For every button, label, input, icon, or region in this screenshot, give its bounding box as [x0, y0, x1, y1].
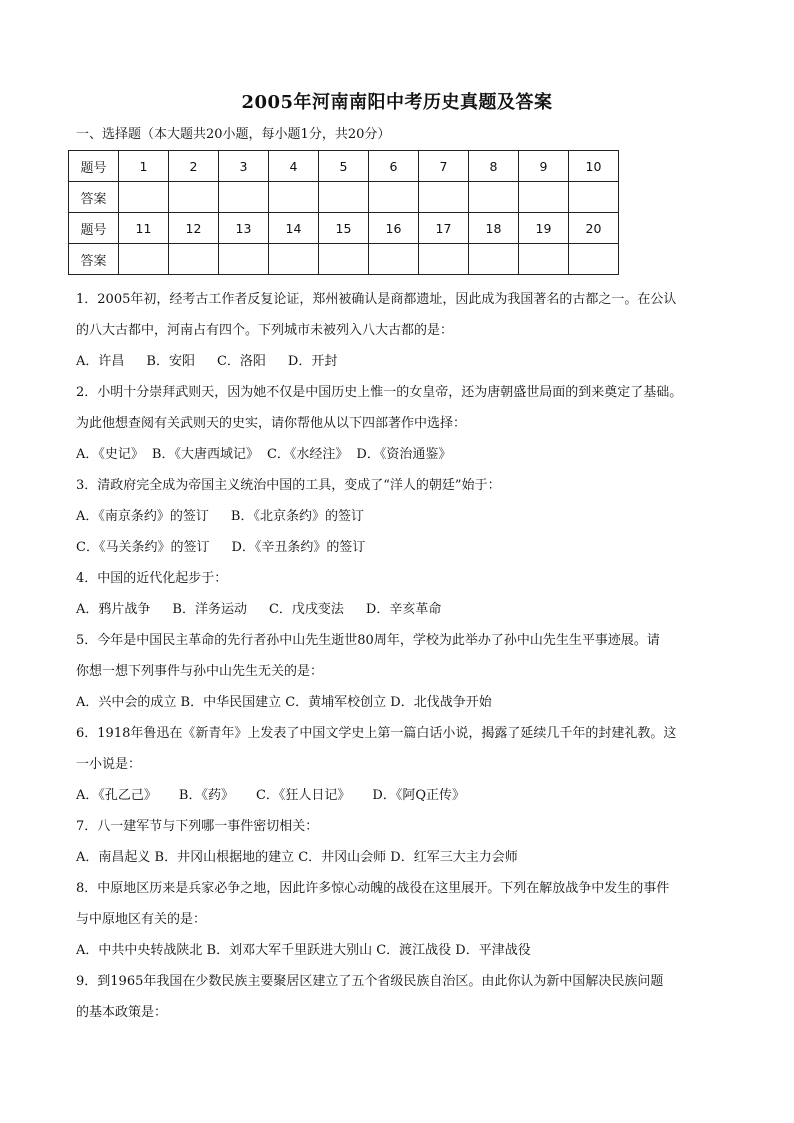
answer-table-cell: 14 [269, 213, 319, 244]
answer-table-row [69, 244, 619, 275]
question-1-options [76, 346, 726, 377]
option-c: C．《水经注》 [266, 447, 349, 462]
answer-table-cell [469, 182, 519, 213]
question-9-line-2: 的基本政策是： [76, 1005, 168, 1020]
option-a: A．许昌 [76, 354, 125, 369]
answer-table-cell [519, 182, 569, 213]
answer-table-cell: 19 [519, 213, 569, 244]
question-2-options [76, 439, 726, 470]
option-d: D．《资治通鉴》 [356, 447, 452, 462]
answer-table-row [69, 213, 619, 244]
section-heading: 一、选择题（本大题共20小题，每小题1分，共20分） [76, 127, 391, 142]
answer-table-cell: 5 [319, 151, 369, 182]
question-1-line-1: 1．2005年初，经考古工作者反复论证，郑州被确认是商都遗址，因此成为我国著名的古都之一。在公认 [76, 292, 677, 307]
answer-table-cell: 11 [119, 213, 169, 244]
question-4-options [76, 594, 726, 625]
option-b: B．《北京条约》的签订 [230, 509, 364, 524]
answer-table-cell [369, 244, 419, 275]
answer-table-cell: 8 [469, 151, 519, 182]
answer-table-cell [469, 244, 519, 275]
question-3-options-row-1 [76, 501, 726, 532]
question-6-line-1: 6．1918年鲁迅在《新青年》上发表了中国文学史上第一篇白话小说，揭露了延续几千年的封建礼教。这 [76, 726, 677, 741]
answer-table-cell [219, 244, 269, 275]
option-b: B．洋务运动 [172, 602, 247, 617]
question-3-line-1: 3．清政府完全成为帝国主义统治中国的工具，变成了“洋人的朝廷”始于： [76, 478, 501, 493]
question-2-line-1: 2．小明十分崇拜武则天，因为她不仅是中国历史上惟一的女皇帝，还为唐朝盛世局面的到来奠定了基础。 [76, 385, 683, 400]
answer-table [68, 150, 619, 275]
answer-table-cell: 15 [319, 213, 369, 244]
option-d: D．辛亥革命 [365, 602, 442, 617]
answer-table-cell: 2 [169, 151, 219, 182]
answer-table-cell: 3 [219, 151, 269, 182]
option-c: C．《狂人日记》 [255, 788, 351, 803]
question-5-line-2: 你想一想下列事件与孙中山先生无关的是： [76, 664, 324, 679]
answer-table-row-label: 答案 [69, 182, 119, 213]
answer-table-row [69, 182, 619, 213]
page-title: 2005年河南南阳中考历史真题及答案 [241, 92, 553, 113]
question-list [76, 284, 726, 1028]
option-a: A．《南京条约》的签订 [76, 509, 209, 524]
question-8-line-1: 8．中原地区历来是兵家必争之地，因此许多惊心动魄的战役在这里展开。下列在解放战争中发生的事件 [76, 881, 670, 896]
question-1-line-2: 的八大古都中，河南占有四个。下列城市未被列入八大古都的是： [76, 323, 454, 338]
answer-table-cell: 4 [269, 151, 319, 182]
answer-table-cell: 16 [369, 213, 419, 244]
answer-table-cell [269, 182, 319, 213]
answer-table-cell [519, 244, 569, 275]
question-9-line-1: 9．到1965年我国在少数民族主要聚居区建立了五个省级民族自治区。由此你认为新中国解决民族问题 [76, 974, 664, 989]
question-3-options-row-2 [76, 532, 726, 563]
answer-table-cell [319, 244, 369, 275]
answer-table-cell: 13 [219, 213, 269, 244]
answer-table-cell [569, 182, 619, 213]
answer-table-cell: 12 [169, 213, 219, 244]
answer-table-cell [169, 244, 219, 275]
answer-table-cell [419, 244, 469, 275]
answer-table-cell: 7 [419, 151, 469, 182]
question-2-line-2: 为此他想查阅有关武则天的史实，请你帮他从以下四部著作中选择： [76, 416, 467, 431]
answer-table-cell [169, 182, 219, 213]
question-8-options: A．中共中央转战陕北 B．刘邓大军千里跃进大别山 C．渡江战役 D．平津战役 [76, 943, 531, 958]
question-7-line-1: 7．八一建军节与下列哪一事件密切相关： [76, 819, 319, 834]
answer-table-row-label: 答案 [69, 244, 119, 275]
option-b: B．安阳 [146, 354, 195, 369]
question-4-line-1: 4．中国的近代化起步于： [76, 571, 228, 586]
answer-table-cell: 10 [569, 151, 619, 182]
answer-table-cell: 18 [469, 213, 519, 244]
answer-table-cell: 20 [569, 213, 619, 244]
answer-table-cell: 17 [419, 213, 469, 244]
option-c: C．洛阳 [216, 354, 266, 369]
option-d: D．《辛丑条约》的签订 [231, 540, 366, 555]
answer-table-cell: 9 [519, 151, 569, 182]
answer-table-cell [319, 182, 369, 213]
option-c: C．《马关条约》的签订 [76, 540, 210, 555]
option-d: D．《阿Q正传》 [372, 788, 465, 803]
answer-table-cell: 6 [369, 151, 419, 182]
answer-table-cell [119, 182, 169, 213]
question-6-line-2: 一小说是： [76, 757, 142, 772]
option-a: A．《史记》 [76, 447, 144, 462]
answer-table-cell [269, 244, 319, 275]
answer-table-cell: 1 [119, 151, 169, 182]
option-c: C．戊戌变法 [268, 602, 344, 617]
answer-table-row [69, 151, 619, 182]
option-d: D．开封 [287, 354, 338, 369]
answer-table-cell [569, 244, 619, 275]
answer-table-row-label: 题号 [69, 151, 119, 182]
option-b: B．《大唐西域记》 [151, 447, 259, 462]
question-5-line-1: 5．今年是中国民主革命的先行者孙中山先生逝世80周年，学校为此举办了孙中山先生生平事迹展。请 [76, 633, 660, 648]
answer-table-row-label: 题号 [69, 213, 119, 244]
question-7-options: A．南昌起义 B．井冈山根据地的建立 C．井冈山会师 D．红军三大主力会师 [76, 850, 518, 865]
option-b: B．《药》 [178, 788, 234, 803]
answer-table-cell [369, 182, 419, 213]
option-a: A．鸦片战争 [76, 602, 151, 617]
question-6-options [76, 780, 726, 811]
question-8-line-2: 与中原地区有关的是： [76, 912, 207, 927]
answer-table-cell [219, 182, 269, 213]
answer-table-cell [419, 182, 469, 213]
answer-table-cell [119, 244, 169, 275]
question-5-options: A．兴中会的成立 B．中华民国建立 C．黄埔军校创立 D．北伐战争开始 [76, 695, 492, 710]
option-a: A．《孔乙己》 [76, 788, 157, 803]
